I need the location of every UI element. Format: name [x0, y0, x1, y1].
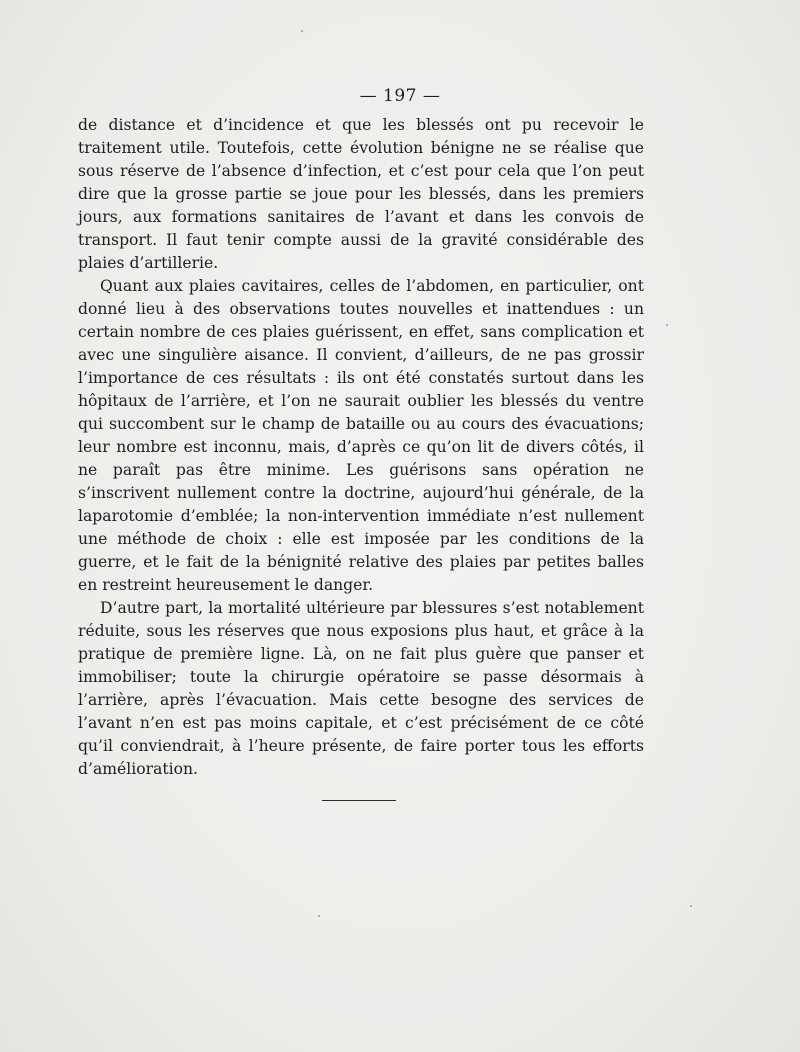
- paper-speck: [301, 30, 303, 32]
- paper-speck: [318, 915, 320, 917]
- paper-speck: [666, 324, 668, 326]
- paragraph-2: Quant aux plaies cavitaires, celles de l’abdomen, en particulier, ont donné lieu à des observations toutes nouvelles et inattendues : un certain nombre de ces plaies guérissent, en effet, sans complication et avec une singulière aisance. Il convient, d’ailleurs, de ne pas grossir l’importance de ces résultats : ils ont été constatés surtout dans les hôpitaux de l’arrière, et l’on ne saurait oublier les blessés du ventre qui succombent sur le champ de bataille ou au cours des évacuations; leur nombre est inconnu, mais, d’après ce qu’on lit de divers côtés, il ne paraît pas être minime. Les guérisons sans opération ne s’inscrivent nullement contre la doctrine, aujourd’hui générale, de la laparotomie d’emblée; la non-intervention immédiate n’est nullement une méthode de choix : elle est imposée par les conditions de la guerre, et le fait de la bénignité relative des plaies par petites balles en restreint heureusement le danger.: [78, 277, 644, 594]
- paragraph-1: de distance et d’incidence et que les blessés ont pu recevoir le traitement utile. Toutefois, cette évolution bénigne ne se réalise que sous réserve de l’absence d’infection, et c’est pour cela que l’on peut dire que la grosse partie se joue pour les blessés, dans les premiers jours, aux formations sanitaires de l’avant et dans les convois de transport. Il faut tenir compte aussi de la gravité considérable des plaies d’artillerie.: [78, 116, 644, 272]
- page-number: — 197 —: [359, 86, 441, 106]
- paper-speck: [690, 905, 692, 907]
- paragraph-3: D’autre part, la mortalité ultérieure par blessures s’est notablement réduite, sous les réserves que nous exposions plus haut, et grâce à la pratique de première ligne. Là, on ne fait plus guère que panser et immobiliser; toute la chirurgie opératoire se passe désormais à l’arrière, après l’évacuation. Mais cette besogne des services de l’avant n’en est pas moins capitale, et c’est précisément de ce côté qu’il conviendrait, à l’heure présente, de faire porter tous les efforts d’amélioration.: [78, 599, 644, 778]
- section-end-rule: [322, 800, 396, 801]
- body-text: [78, 114, 644, 781]
